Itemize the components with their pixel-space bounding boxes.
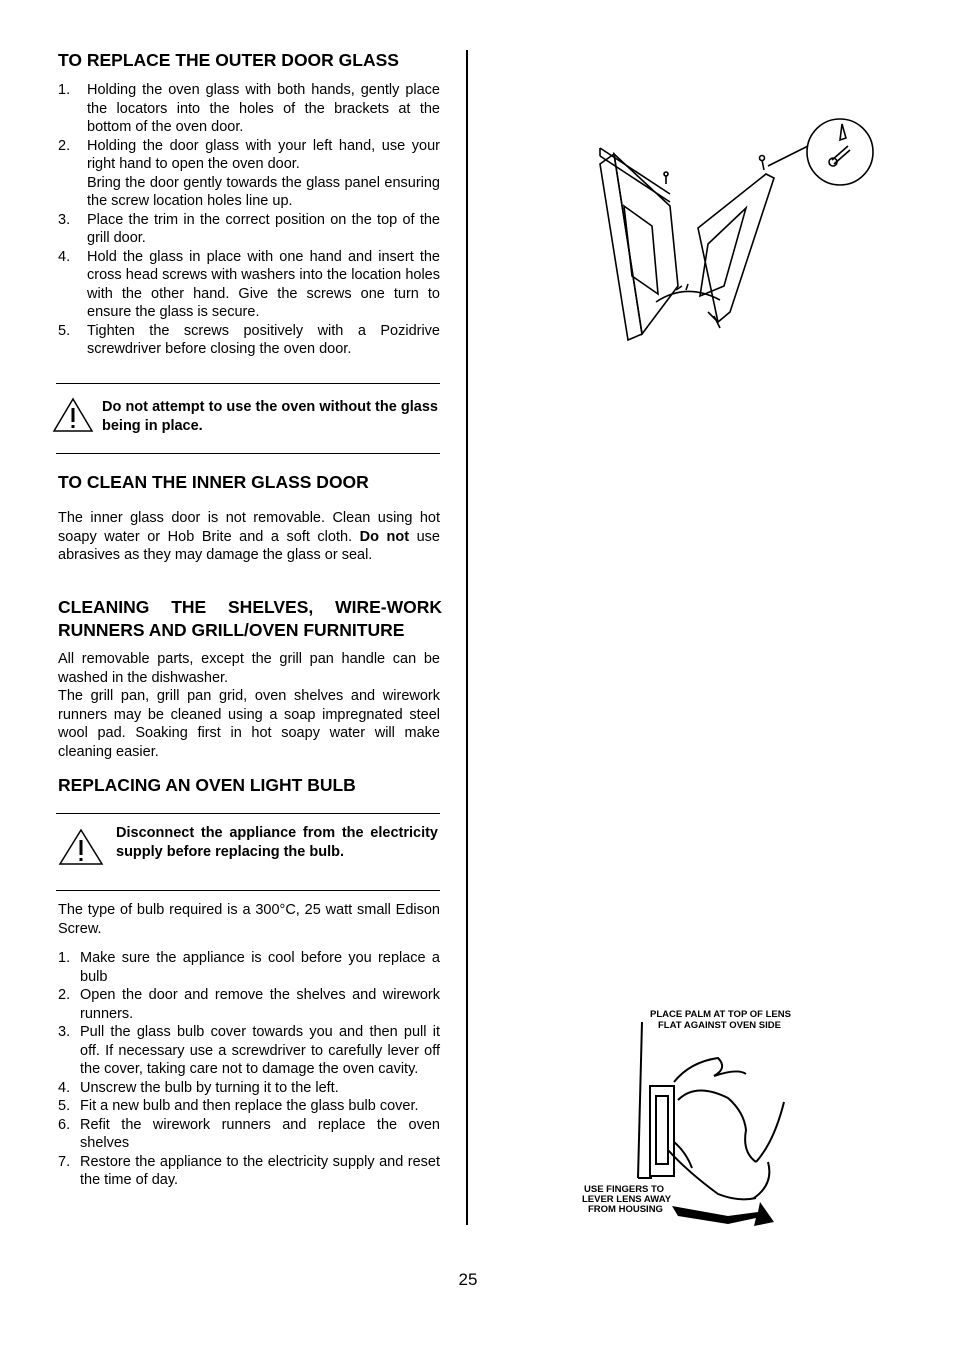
list-item xyxy=(58,949,440,986)
inner-glass-text-a: The inner glass door is not removable. Clean using hot soapy water or Hob Brite and a soft cloth. xyxy=(58,510,440,545)
column-divider xyxy=(466,50,468,1225)
step-text: Holding the door glass with your left hand, use your right hand to open the oven door. xyxy=(87,137,440,172)
label-fingers-line2: LEVER LENS AWAY xyxy=(582,1194,672,1205)
step-text: Fit a new bulb and then replace the glass bulb cover. xyxy=(80,1098,419,1114)
shelves-paragraph-1: All removable parts, except the grill pan handle can be washed in the dishwasher. xyxy=(58,651,440,686)
step-number: 1. xyxy=(58,950,71,966)
list-item xyxy=(58,248,440,322)
bulb-steps xyxy=(58,949,440,1190)
step-number: 3. xyxy=(58,211,71,228)
step-text: Refit the wirework runners and replace the oven shelves xyxy=(80,1116,440,1151)
step-number: 2. xyxy=(58,987,71,1003)
list-item xyxy=(58,1116,440,1153)
step-text-extra: Bring the door gently towards the glass panel ensuring the screw location holes line up. xyxy=(87,174,440,209)
step-number: 4. xyxy=(58,248,71,265)
list-item xyxy=(58,1023,440,1079)
heading-cleaning-shelves: CLEANING THE SHELVES, WIRE-WORK RUNNERS AND GRILL/OVEN FURNITURE xyxy=(58,597,442,640)
label-palm-line1: PLACE PALM AT TOP OF LENS xyxy=(650,1009,791,1020)
step-text: Place the trim in the correct position on the top of the grill door. xyxy=(87,211,440,246)
warning-text-bulb: Disconnect the appliance from the electricity supply before replacing the bulb. xyxy=(116,825,438,860)
step-text: Restore the appliance to the electricity supply and reset the time of day. xyxy=(80,1153,440,1188)
inner-glass-text-b: use abrasives as they may damage the glass or seal. xyxy=(58,528,440,563)
step-number: 3. xyxy=(58,1024,71,1040)
shelves-paragraph-2: The grill pan, grill pan grid, oven shelves and wirework runners may be cleaned using a soap impregnated steel wool pad. Soaking first in hot soapy water will make cleaning easier. xyxy=(58,688,440,760)
step-number: 1. xyxy=(58,82,71,98)
warning-box-glass xyxy=(56,383,440,454)
inner-glass-paragraph xyxy=(58,509,440,565)
list-item xyxy=(58,1153,440,1190)
step-text: Holding the oven glass with both hands, gently place the locators into the holes of the brackets at the bottom of the oven door. xyxy=(87,82,440,135)
list-item xyxy=(58,137,440,211)
bulb-cover-illustration xyxy=(578,1002,808,1228)
label-fingers-line3: FROM HOUSING xyxy=(588,1204,663,1215)
bulb-intro: The type of bulb required is a 300°C, 25 watt small Edison Screw. xyxy=(58,902,440,937)
step-text: Open the door and remove the shelves and wirework runners. xyxy=(80,987,440,1022)
heading-inner-glass: TO CLEAN THE INNER GLASS DOOR xyxy=(58,472,369,492)
label-fingers-line1: USE FINGERS TO xyxy=(584,1184,665,1195)
list-item xyxy=(58,211,440,248)
label-palm-line2: FLAT AGAINST OVEN SIDE xyxy=(658,1020,781,1031)
list-item xyxy=(58,322,440,359)
warning-text-glass: Do not attempt to use the oven without the glass being in place. xyxy=(102,399,438,434)
warning-box-bulb xyxy=(56,813,440,891)
inner-glass-text-bold: Do not xyxy=(359,528,410,545)
step-number: 5. xyxy=(58,1098,71,1114)
warning-triangle-icon xyxy=(52,397,94,433)
step-number: 7. xyxy=(58,1153,71,1170)
door-glass-illustration xyxy=(596,116,876,346)
warning-triangle-icon xyxy=(58,828,104,866)
step-text: Pull the glass bulb cover towards you and then pull it off. If necessary use a screwdriver to carefully lever off the cover, taking care not to damage the oven cavity. xyxy=(80,1024,440,1077)
page-number: 25 xyxy=(458,1270,478,1289)
step-text: Make sure the appliance is cool before you replace a bulb xyxy=(80,950,440,985)
list-item xyxy=(58,1097,440,1116)
step-number: 4. xyxy=(58,1079,71,1096)
step-number: 5. xyxy=(58,322,71,339)
list-item xyxy=(58,1079,440,1098)
outer-glass-steps xyxy=(58,81,440,359)
step-text: Unscrew the bulb by turning it to the left. xyxy=(80,1079,339,1096)
list-item xyxy=(58,81,440,137)
step-number: 2. xyxy=(58,137,71,154)
step-text: Hold the glass in place with one hand and insert the cross head screws with washers into the location holes with the other hand. Give the screws one turn to ensure the glass is secure. xyxy=(87,248,440,320)
heading-outer-door-glass: TO REPLACE THE OUTER DOOR GLASS xyxy=(58,50,399,70)
list-item xyxy=(58,986,440,1023)
step-number: 6. xyxy=(58,1116,71,1133)
step-text: Tighten the screws positively with a Pozidrive screwdriver before closing the oven door. xyxy=(87,322,440,357)
heading-replacing-bulb: REPLACING AN OVEN LIGHT BULB xyxy=(58,775,356,795)
